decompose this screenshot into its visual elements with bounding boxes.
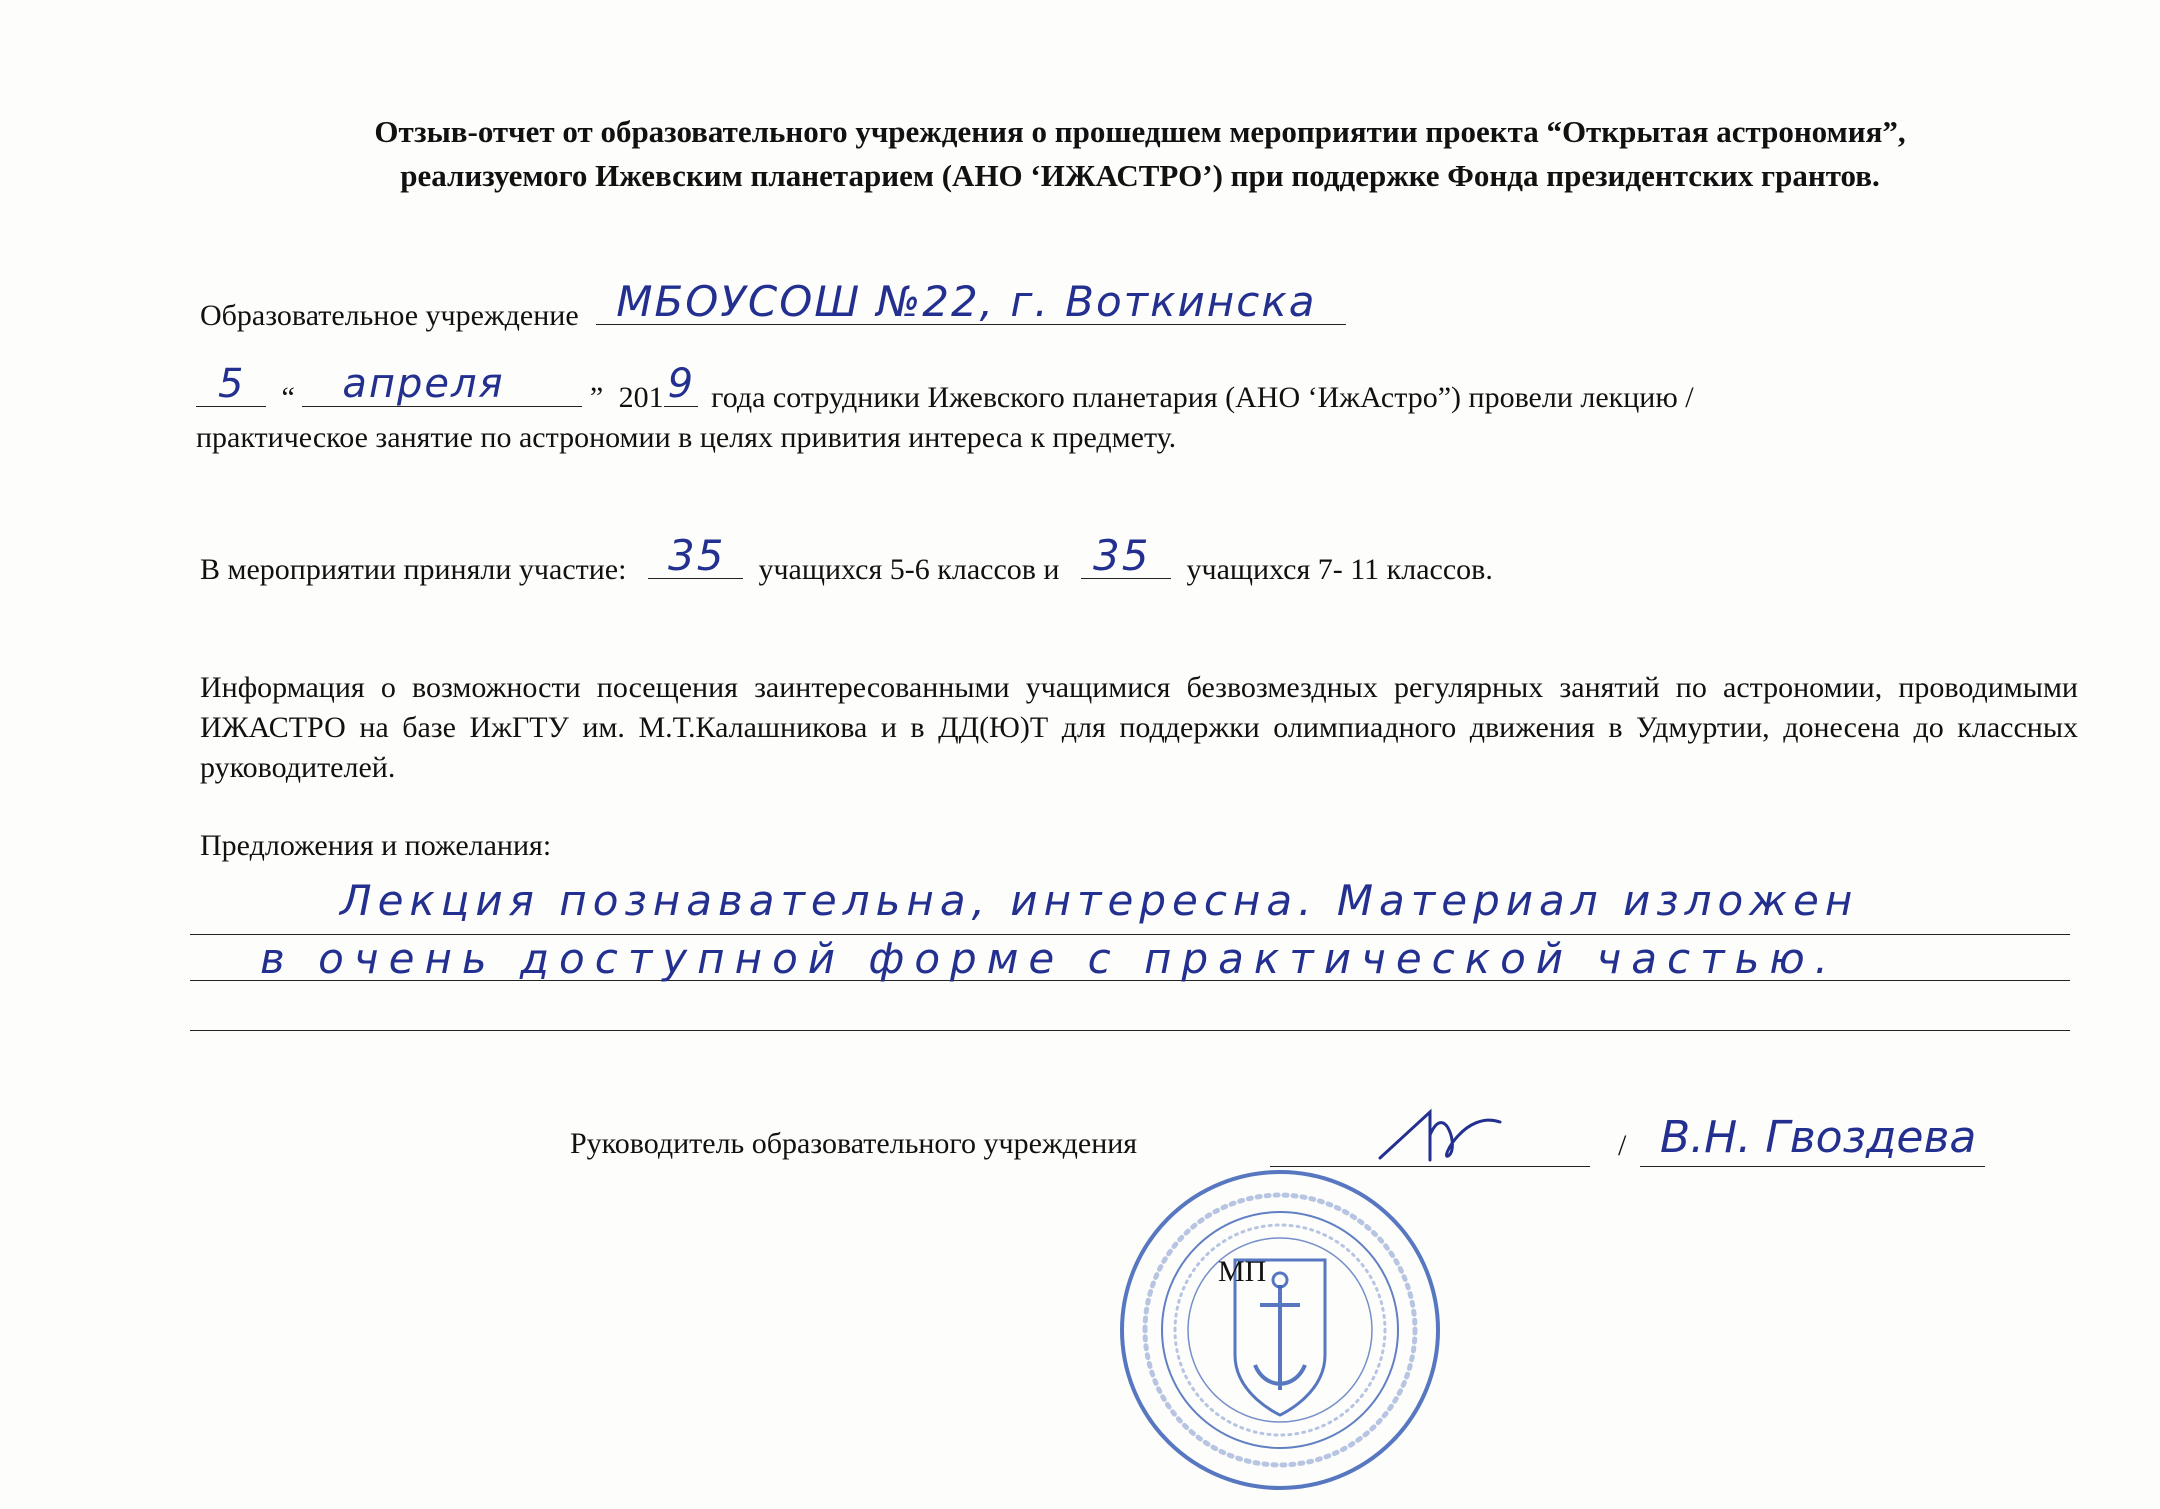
label-5-6: учащихся 5-6 классов и bbox=[758, 553, 1060, 586]
day-handwritten: 5 bbox=[218, 361, 246, 407]
title-line-1: Отзыв-отчет от образовательного учреждения о прошедшем мероприятии проекта “Открытая астрономия”, bbox=[374, 114, 1906, 149]
institution-handwritten: МБОУСОШ №22, г. Воткинска bbox=[616, 277, 1317, 326]
quote-open: “ bbox=[281, 381, 295, 414]
institution-field bbox=[596, 277, 1346, 326]
name-rule bbox=[1640, 1166, 1985, 1167]
official-stamp bbox=[1115, 1165, 1445, 1495]
participation-row bbox=[200, 531, 1493, 590]
suggestion-rule-3 bbox=[190, 1030, 2070, 1031]
institution-row bbox=[200, 277, 1346, 336]
year-digit-handwritten: 9 bbox=[667, 361, 696, 407]
suggestions-label: Предложения и пожелания: bbox=[200, 829, 552, 862]
year-prefix: 201 bbox=[618, 381, 664, 414]
date-row bbox=[196, 361, 1694, 418]
quote-close: ” bbox=[589, 381, 604, 414]
month-field bbox=[302, 361, 582, 407]
head-name-handwritten: В.Н. Гвоздева bbox=[1660, 1112, 1977, 1163]
count-5-6-field bbox=[648, 531, 743, 580]
label-7-11: учащихся 7- 11 классов. bbox=[1186, 553, 1493, 586]
suggestion-handwritten-1: Лекция познавательна, интересна. Материал изложен bbox=[340, 876, 1859, 925]
sentence-rest: года сотрудники Ижевского планетария (АНО ‘ИжАстро”) провели лекцию / bbox=[711, 381, 1694, 414]
year-digit-field bbox=[664, 361, 698, 407]
slash-separator: / bbox=[1618, 1129, 1627, 1162]
signature-scribble bbox=[1370, 1090, 1520, 1170]
count-7-11-field bbox=[1081, 531, 1171, 580]
count-7-11-handwritten: 35 bbox=[1092, 531, 1151, 580]
month-handwritten: апреля bbox=[342, 361, 505, 407]
suggestion-handwritten-2: в очень доступной форме с практической частью. bbox=[260, 934, 1839, 983]
head-label: Руководитель образовательного учреждения bbox=[570, 1127, 1138, 1160]
document-title bbox=[200, 110, 2080, 198]
title-line-2: реализуемого Ижевским планетарием (АНО ‘ИЖАСТРО’) при поддержке Фонда президентских грантов. bbox=[400, 158, 1880, 193]
institution-label: Образовательное учреждение bbox=[200, 299, 579, 332]
stamp-mp-label: МП bbox=[1218, 1255, 1267, 1288]
day-field bbox=[196, 361, 266, 407]
count-5-6-handwritten: 35 bbox=[667, 531, 726, 580]
sentence-line-2: практическое занятие по астрономии в целях привития интереса к предмету. bbox=[196, 421, 1177, 454]
participation-label: В мероприятии приняли участие: bbox=[200, 553, 627, 586]
info-paragraph: Информация о возможности посещения заинтересованными учащимися безвозмездных регулярных занятий по астрономии, проводимыми ИЖАСТРО на базе ИжГТУ им. М.Т.Калашникова и в ДД(Ю)Т для поддержки олимпиадного движения в Удмуртии, донесена до классных руководителей. bbox=[200, 671, 2078, 784]
